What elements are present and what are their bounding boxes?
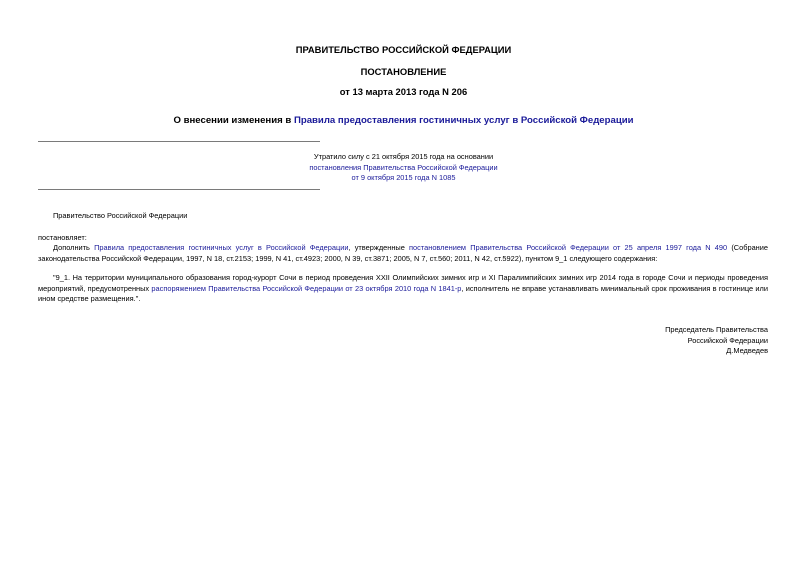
- note-divider-bottom: [38, 189, 320, 190]
- para2-end: , исполнитель не вправе устанавливать минимальный срок проживания в гостинице или ином средстве размещения.".: [38, 283, 769, 304]
- document-title: [0, 115, 807, 126]
- body-government: Правительство Российской Федерации: [53, 211, 188, 220]
- signature-country: Российской Федерации: [687, 335, 768, 345]
- document-type-heading: ПОСТАНОВЛЕНИЕ: [360, 66, 447, 77]
- document-date-number: от 13 марта 2013 года N 206: [339, 86, 468, 97]
- para1-end: (Собрание законодательства Российской Федерации, 1997, N 18, ст.2153; 1999, N 41, ст.4923; 2000, N 39, ст.3871; 2005, N 7, ст.560; 2011, N 42, ст.5922), пунктом 9_1 следующего содержания:: [38, 243, 768, 263]
- repeal-note-text: Утратило силу с 21 октября 2015 года на основании: [313, 152, 494, 161]
- paragraph-9-1: [38, 273, 768, 305]
- repeal-decree-date-link[interactable]: от 9 октября 2015 года N 1085: [351, 173, 456, 183]
- para1-mid: , утвержденные: [348, 243, 410, 252]
- repeal-decree-link[interactable]: постановления Правительства Российской Федерации: [309, 162, 498, 172]
- para2-start: "9_1. На территории муниципального образования город-курорт Сочи в период проведения XXII Олимпийских зимних игр и XI Паралимпийских зимних игр 2014 года в городе Сочи и периоды проведения мероприятий, предусмотренных: [38, 273, 768, 293]
- repeal-note: [0, 152, 807, 184]
- rules-link[interactable]: Правила предоставления гостиничных услуг в Российской Федерации: [94, 243, 349, 252]
- note-divider-top: [38, 141, 320, 142]
- signature-position: Председатель Правительства: [665, 325, 768, 334]
- order-1841-link[interactable]: распоряжением Правительства Российской Федерации от 23 октября 2010 года N 1841-р: [151, 283, 462, 293]
- government-heading: ПРАВИТЕЛЬСТВО РОССИЙСКОЙ ФЕДЕРАЦИИ: [295, 44, 512, 55]
- paragraph-amendment: [38, 243, 768, 264]
- body-decrees: постановляет:: [38, 233, 87, 242]
- title-prefix: О внесении изменения в: [173, 115, 294, 126]
- title-rules-link[interactable]: Правила предоставления гостиничных услуг в Российской Федерации: [293, 115, 634, 126]
- para1-start: Дополнить: [53, 243, 95, 252]
- signature-block: [665, 325, 768, 357]
- decree-490-link[interactable]: постановлением Правительства Российской Федерации от 25 апреля 1997 года N 490: [409, 243, 728, 252]
- signature-name: Д.Медведев: [726, 346, 768, 356]
